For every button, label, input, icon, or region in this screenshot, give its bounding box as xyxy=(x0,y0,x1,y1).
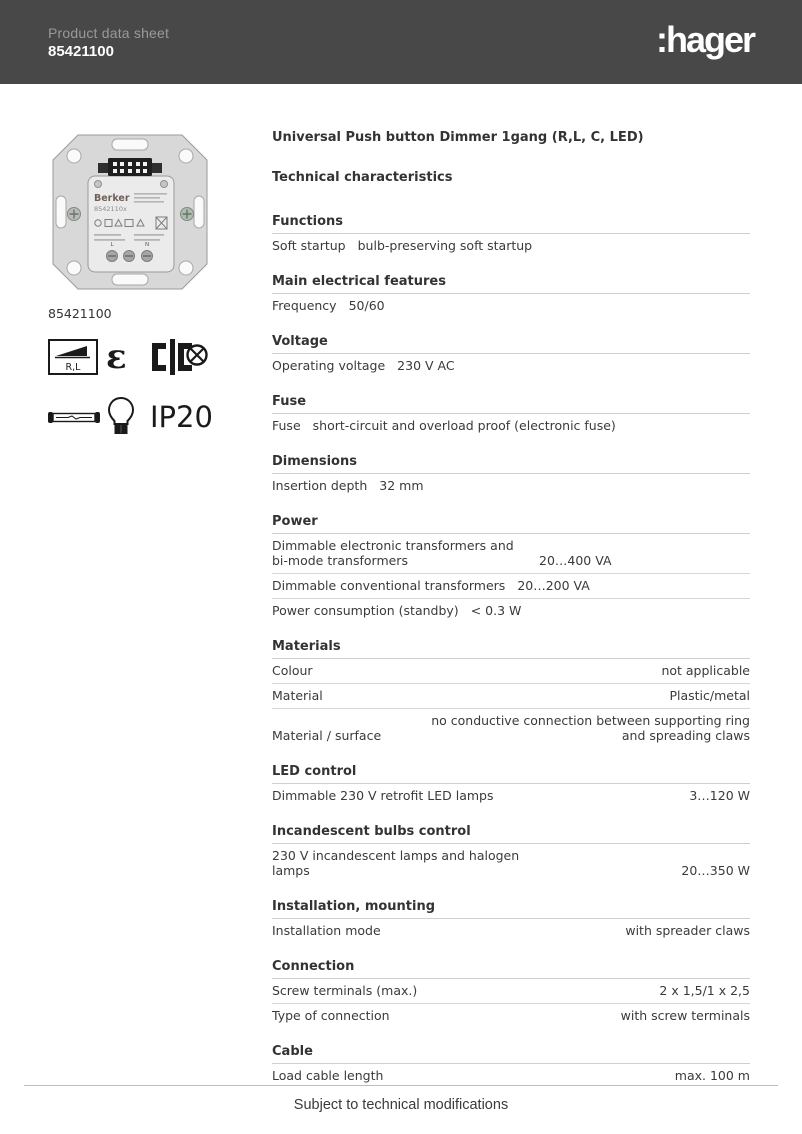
section-heading: Voltage xyxy=(272,334,750,354)
product-image xyxy=(48,130,212,294)
spec-value: 20…400 VA xyxy=(539,553,612,568)
subtitle: Technical characteristics xyxy=(272,170,453,185)
spec-row xyxy=(272,294,750,318)
device-brand-label: Berker xyxy=(94,193,130,204)
spec-row xyxy=(272,414,750,438)
spec-label: Operating voltage xyxy=(272,358,386,373)
section-cable xyxy=(272,1044,750,1088)
spec-label: Fuse xyxy=(272,418,301,433)
section-heading: Installation, mounting xyxy=(272,899,750,919)
section-incandescent-bulbs-control xyxy=(272,824,750,883)
spec-row xyxy=(272,919,750,943)
spec-label: Frequency xyxy=(272,298,337,313)
section-heading: Cable xyxy=(272,1044,750,1064)
spec-row xyxy=(272,684,750,709)
section-voltage xyxy=(272,334,750,378)
spec-value: 2 x 1,5/1 x 2,5 xyxy=(659,983,750,998)
spec-row xyxy=(272,354,750,378)
spec-value: with screw terminals xyxy=(620,1008,750,1023)
spec-value: max. 100 m xyxy=(674,1068,750,1083)
spec-label: 230 V incandescent lamps and halogen lamps xyxy=(272,848,520,878)
spec-row xyxy=(272,474,750,498)
spec-row xyxy=(272,1004,750,1028)
spec-row xyxy=(272,234,750,258)
section-functions xyxy=(272,214,750,258)
halogen-lamp-icon xyxy=(48,402,106,432)
spec-label: Load cable length xyxy=(272,1068,384,1083)
spec-label: Dimmable electronic transformers and bi-mode transformers xyxy=(272,538,514,568)
spec-row xyxy=(272,599,750,623)
spec-value: 230 V AC xyxy=(397,358,455,373)
terminal-n-label: N xyxy=(144,242,150,248)
spec-label: Power consumption (standby) xyxy=(272,603,459,618)
section-heading: Power xyxy=(272,514,750,534)
epsilon-glyph: ε xyxy=(106,337,127,377)
spec-main xyxy=(272,130,750,1088)
ip20-text: IP20 xyxy=(150,399,213,434)
terminal-l-label: L xyxy=(110,242,114,248)
spec-value: no conductive connection between supporting ring and spreading claws xyxy=(431,713,750,743)
footer xyxy=(24,1085,778,1113)
spec-row xyxy=(272,659,750,684)
section-power xyxy=(272,514,750,623)
spec-value: 50/60 xyxy=(348,298,385,313)
spec-value: short-circuit and overload proof (electronic fuse) xyxy=(312,418,616,433)
product-number: 85421100 xyxy=(48,42,114,60)
hager-logo: :hager xyxy=(655,19,754,60)
spec-label: Dimmable conventional transformers xyxy=(272,578,506,593)
section-materials xyxy=(272,639,750,748)
spec-label: Installation mode xyxy=(272,923,381,938)
section-heading: Main electrical features xyxy=(272,274,750,294)
spec-value: 20…200 VA xyxy=(517,578,590,593)
product-panel xyxy=(48,130,212,1088)
section-heading: Dimensions xyxy=(272,454,750,474)
spec-value: Plastic/metal xyxy=(669,688,750,703)
spec-label: Material / surface xyxy=(272,728,382,743)
rl-load-label: R,L xyxy=(65,362,81,373)
section-led-control xyxy=(272,764,750,808)
spec-row xyxy=(272,574,750,599)
ip20-rating-label xyxy=(150,399,213,434)
page-title: Universal Push button Dimmer 1gang (R,L, C, LED) xyxy=(272,130,644,145)
electronic-transformer-lamp-icon xyxy=(150,337,212,377)
spec-row xyxy=(272,979,750,1004)
header-bar xyxy=(0,0,802,84)
spec-label: Dimmable 230 V retrofit LED lamps xyxy=(272,788,494,803)
spec-value: 3…120 W xyxy=(689,788,750,803)
spec-label: Material xyxy=(272,688,323,703)
incandescent-bulb-icon xyxy=(106,397,150,437)
section-heading: LED control xyxy=(272,764,750,784)
spec-value: with spreader claws xyxy=(625,923,750,938)
section-heading: Functions xyxy=(272,214,750,234)
section-dimensions xyxy=(272,454,750,498)
section-heading: Incandescent bulbs control xyxy=(272,824,750,844)
section-main-electrical-features xyxy=(272,274,750,318)
section-heading: Fuse xyxy=(272,394,750,414)
spec-row xyxy=(272,784,750,808)
section-heading: Connection xyxy=(272,959,750,979)
epsilon-approval-icon xyxy=(106,337,150,377)
content xyxy=(0,84,802,1088)
spec-label: Screw terminals (max.) xyxy=(272,983,418,998)
pictogram-grid xyxy=(48,337,212,437)
footer-note: Subject to technical modifications xyxy=(293,1097,509,1113)
spec-row xyxy=(272,534,750,574)
spec-label: Colour xyxy=(272,663,313,678)
spec-value: 32 mm xyxy=(379,478,424,493)
spec-label: Insertion depth xyxy=(272,478,368,493)
doc-type-label: Product data sheet xyxy=(48,24,170,41)
spec-sections xyxy=(272,214,750,1088)
section-heading: Materials xyxy=(272,639,750,659)
section-fuse xyxy=(272,394,750,438)
spec-value: < 0.3 W xyxy=(470,603,522,618)
header-titles xyxy=(48,25,169,60)
spec-value: bulb-preserving soft startup xyxy=(357,238,533,253)
section-installation-mounting xyxy=(272,899,750,943)
spec-value: 20…350 W xyxy=(681,863,750,878)
spec-label: Soft startup xyxy=(272,238,346,253)
device-model-label: 8542110x xyxy=(94,205,127,213)
spec-row xyxy=(272,709,750,748)
spec-value: not applicable xyxy=(661,663,750,678)
product-image-caption: 85421100 xyxy=(48,306,112,321)
spec-label: Type of connection xyxy=(272,1008,390,1023)
rl-dimmer-load-icon xyxy=(48,339,106,375)
spec-row xyxy=(272,844,750,883)
section-connection xyxy=(272,959,750,1028)
